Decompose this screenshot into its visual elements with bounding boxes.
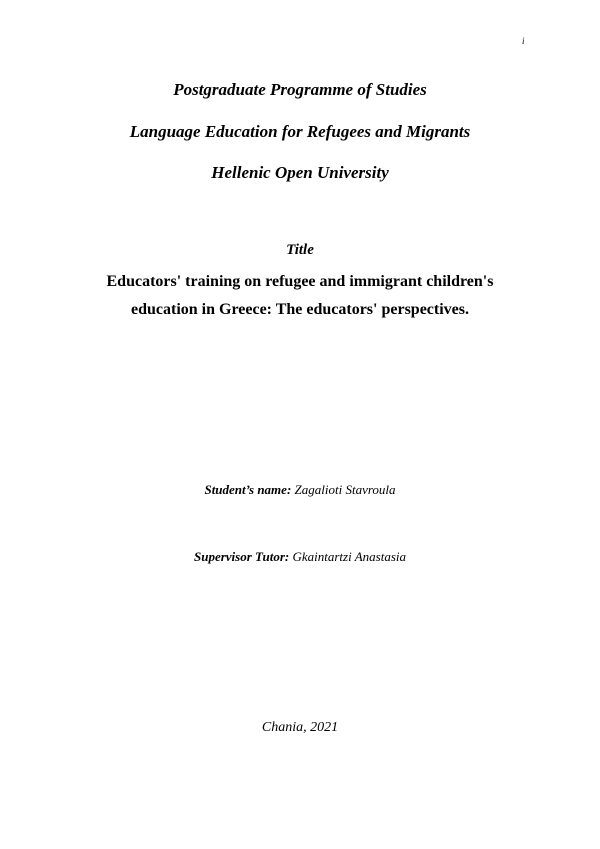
supervisor-row [0,549,600,565]
title-label: Title [286,242,314,258]
programme-subject: Language Education for Refugees and Migrants [129,122,471,141]
supervisor-value: Gkaintartzi Anastasia [292,549,406,564]
student-name-label: Student’s name: [204,482,292,497]
thesis-title-line-1: Educators' training on refugee and immigrant children's [106,273,494,290]
thesis-title-line-2: education in Greece: The educators' perspectives. [130,301,470,318]
supervisor-label: Supervisor Tutor: [193,549,290,564]
place-date: Chania, 2021 [261,720,339,735]
student-name-value: Zagalioti Stavroula [294,482,396,497]
page-number: i [522,36,525,46]
university-name: Hellenic Open University [211,163,389,182]
student-name-row [0,482,600,498]
programme-name: Postgraduate Programme of Studies [173,80,427,99]
